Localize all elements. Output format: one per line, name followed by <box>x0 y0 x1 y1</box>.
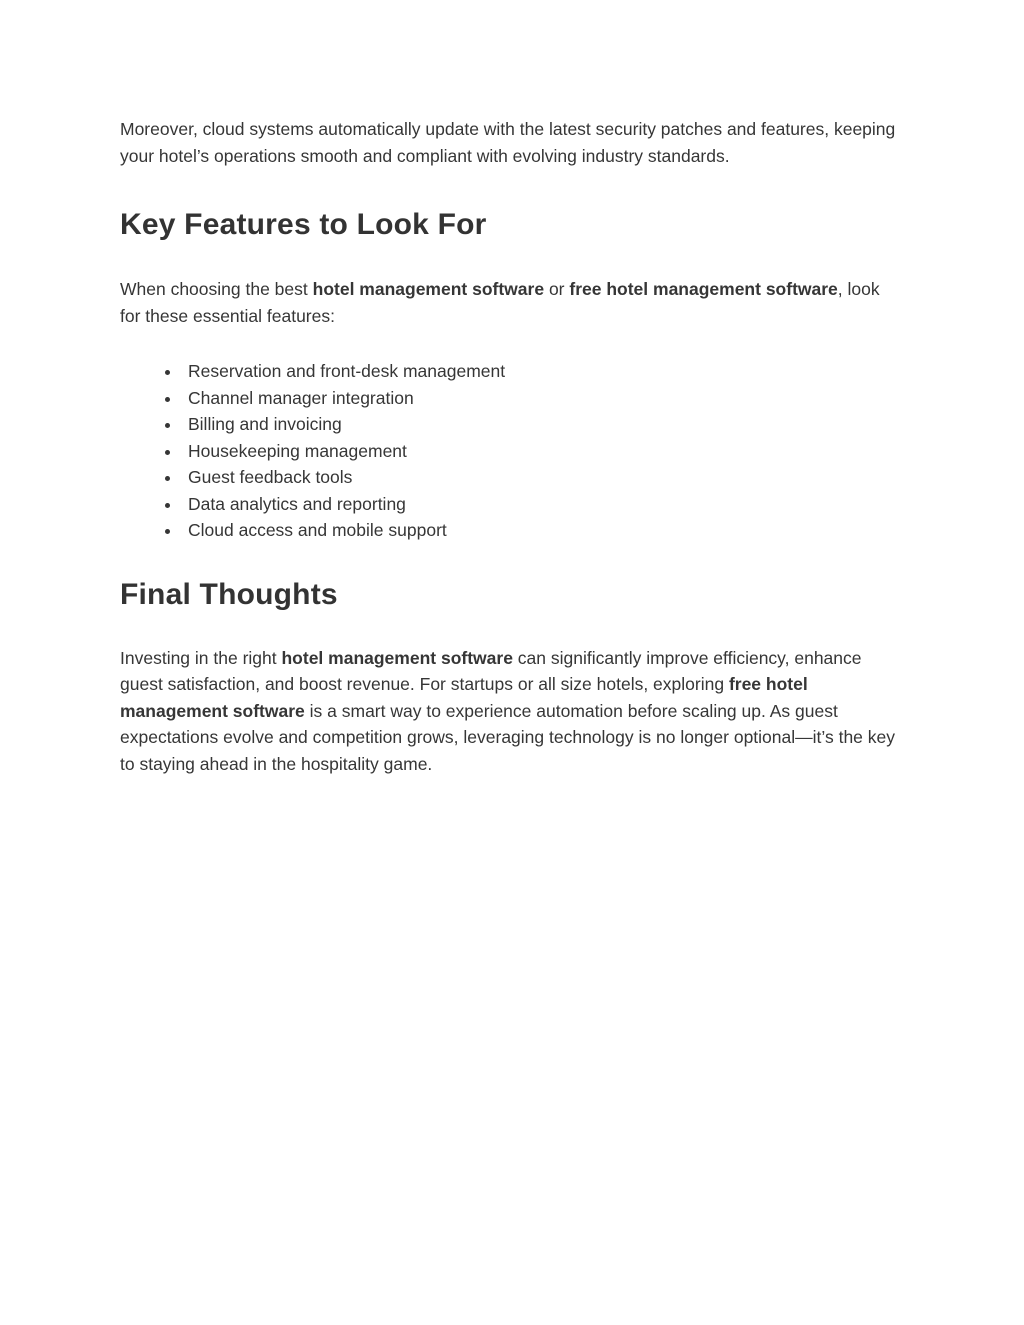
text-run: or <box>544 279 570 299</box>
heading-final-thoughts: Final Thoughts <box>120 577 338 611</box>
text-run: , look for these essential features: <box>120 279 880 326</box>
feature-list-item: • Reservation and front-desk management <box>182 358 897 385</box>
key-features-lead-paragraph <box>120 276 897 329</box>
feature-list-item: • Guest feedback tools <box>182 464 897 491</box>
text-run: can significantly improve efficiency, enhance guest satisfaction, and boost revenue. For startups or all size hotels, exploring <box>120 647 862 694</box>
keyword-bold-text: free hotel management software <box>569 279 838 299</box>
text-run: When choosing the best <box>120 279 313 299</box>
heading-key-features: Key Features to Look For <box>120 208 487 241</box>
keyword-bold-text: free hotel management software <box>120 674 808 721</box>
feature-list-item: • Data analytics and reporting <box>182 491 897 518</box>
final-thoughts-paragraph <box>120 645 897 778</box>
text-run: is a smart way to experience automation before scaling up. As guest expectations evolve and competition grows, leveraging technology is no longer optional—it’s the key to staying ahead in the hospitality game. <box>120 700 895 774</box>
keyword-bold-text: hotel management software <box>281 647 513 668</box>
feature-list-item: • Channel manager integration <box>182 385 897 412</box>
feature-list-item: • Housekeeping management <box>182 438 897 465</box>
feature-list-item: • Billing and invoicing <box>182 411 897 438</box>
feature-list <box>120 358 897 544</box>
intro-paragraph: Moreover, cloud systems automatically update with the latest security patches and features, keeping your hotel’s operations smooth and compliant with evolving industry standards. <box>120 119 896 166</box>
feature-list-item: • Cloud access and mobile support <box>182 517 897 544</box>
text-run: Investing in the right <box>120 647 282 668</box>
keyword-bold-text: hotel management software <box>312 279 545 299</box>
